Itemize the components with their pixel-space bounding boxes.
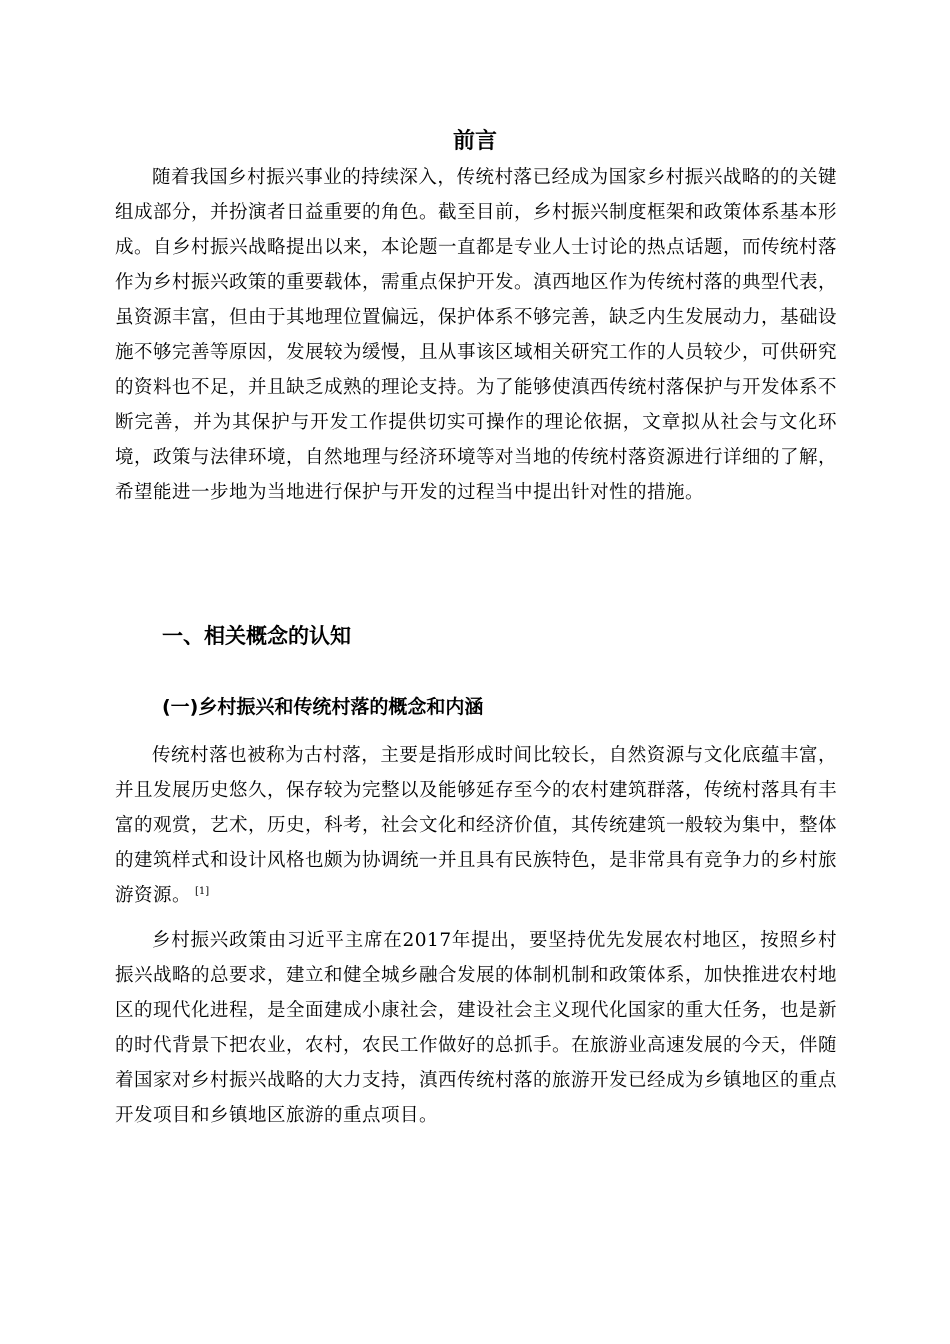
paragraph-text: 传统村落也被称为古村落，主要是指形成时间比较长，自然资源与文化底蕴丰富，并且发展历史悠久，保存较为完整以及能够延存至今的农村建筑群落，传统村落具有丰富的观赏，艺术，历史，科考，社会文化和经济价值，其传统建筑一般较为集中，整体的建筑样式和设计风格也颇为协调统一并且具有民族特色，是非常具有竞争力的乡村旅游资源。 — [115, 745, 838, 906]
body-paragraph-1 — [115, 738, 837, 913]
preface-title: 前言 — [452, 129, 497, 154]
subsection-heading: (一)乡村振兴和传统村落的概念和内涵 — [162, 696, 484, 718]
preface-paragraph: 随着我国乡村振兴事业的持续深入，传统村落已经成为国家乡村振兴战略的的关键组成部分，并扮演者日益重要的角色。截至目前，乡村振兴制度框架和政策体系基本形成。自乡村振兴战略提出以来，本论题一直都是专业人士讨论的热点话题，而传统村落作为乡村振兴政策的重要载体，需重点保护开发。滇西地区作为传统村落的典型代表，虽资源丰富，但由于其地理位置偏远，保护体系不够完善，缺乏内生发展动力，基础设施不够完善等原因，发展较为缓慢，且从事该区域相关研究工作的人员较少，可供研究的资料也不足，并且缺乏成熟的理论支持。为了能够使滇西传统村落保护与开发体系不断完善，并为其保护与开发工作提供切实可操作的理论依据，文章拟从社会与文化环境，政策与法律环境，自然地理与经济环境等对当地的传统村落资源进行详细的了解，希望能进一步地为当地进行保护与开发的过程当中提出针对性的措施。 — [115, 167, 838, 503]
body-paragraph-2: 乡村振兴政策由习近平主席在2017年提出，要坚持优先发展农村地区，按照乡村振兴战略的总要求，建立和健全城乡融合发展的体制机制和政策体系，加快推进农村地区的现代化进程，是全面建成小康社会，建设社会主义现代化国家的重大任务，也是新的时代背景下把农业，农村，农民工作做好的总抓手。在旅游业高速发展的今天，伴随着国家对乡村振兴战略的大力支持，滇西传统村落的旅游开发已经成为乡镇地区的重点开发项目和乡镇地区旅游的重点项目。 — [115, 930, 838, 1126]
section-heading: 一、相关概念的认知 — [162, 624, 351, 648]
citation-reference[interactable]: [1] — [195, 885, 210, 897]
